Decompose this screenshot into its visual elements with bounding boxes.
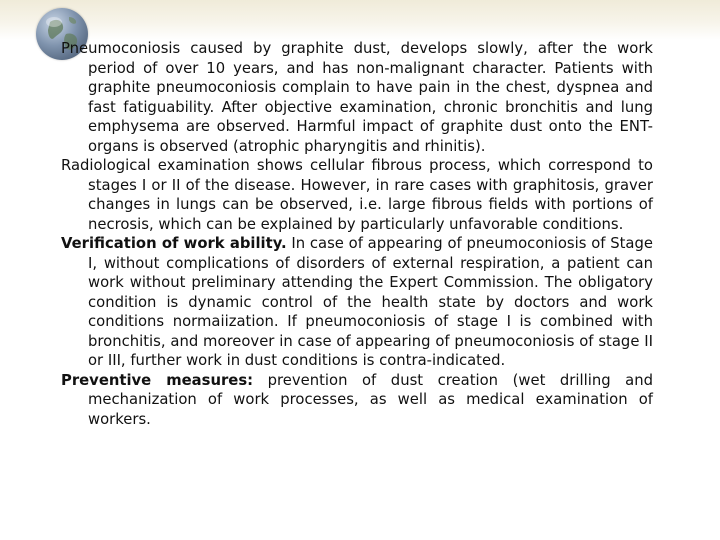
paragraph-text: Radiological examination shows cellular fibrous process, which correspond to stages I or II of the disease. However, in rare cases with graphitosis, graver changes in lungs can be observed, i.e. large fibrous fields with portions of necrosis, which can be explained by particularly unfavorable conditions. [61,157,653,233]
paragraph-lead: Preventive measures: [61,371,254,389]
paragraph-text: Pneumoconiosis caused by graphite dust, develops slowly, after the work period of over 10 years, and has non-malignant character. Patients with graphite pneumoconiosis complain to have pain in the chest, dyspnea and fast fatiguability. After objective examination, chronic bronchitis and lung emphysema are observed. Harmful impact of graphite dust onto the ENT-organs is observed (atrophic pharyngitis and rhinitis). [61,40,653,155]
header-band [0,0,720,40]
paragraph-prevention [61,371,653,430]
paragraph-work-ability [61,234,653,371]
paragraph-text: In case of appearing of pneumoconiosis of Stage I, without complications of disorders of external respiration, a patient can work without preliminary attending the Expert Commission. The obligatory condition is dynamic control of the health state by doctors and work conditions normaiization. If pneumoconiosis of stage I is combined with bronchitis, and moreover in case of appearing of pneumoconiosis of stage II or III, further work in dust conditions is contra-indicated. [88,235,653,369]
paragraph-radiology [61,156,653,234]
slide-body [61,39,653,429]
paragraph-lead: Verification of work ability. [61,235,287,252]
paragraph-text: prevention of dust creation (wet drilling and mechanization of work processes, as well as medical examination of workers. [88,371,653,428]
paragraph-pneumoconiosis [61,39,653,156]
